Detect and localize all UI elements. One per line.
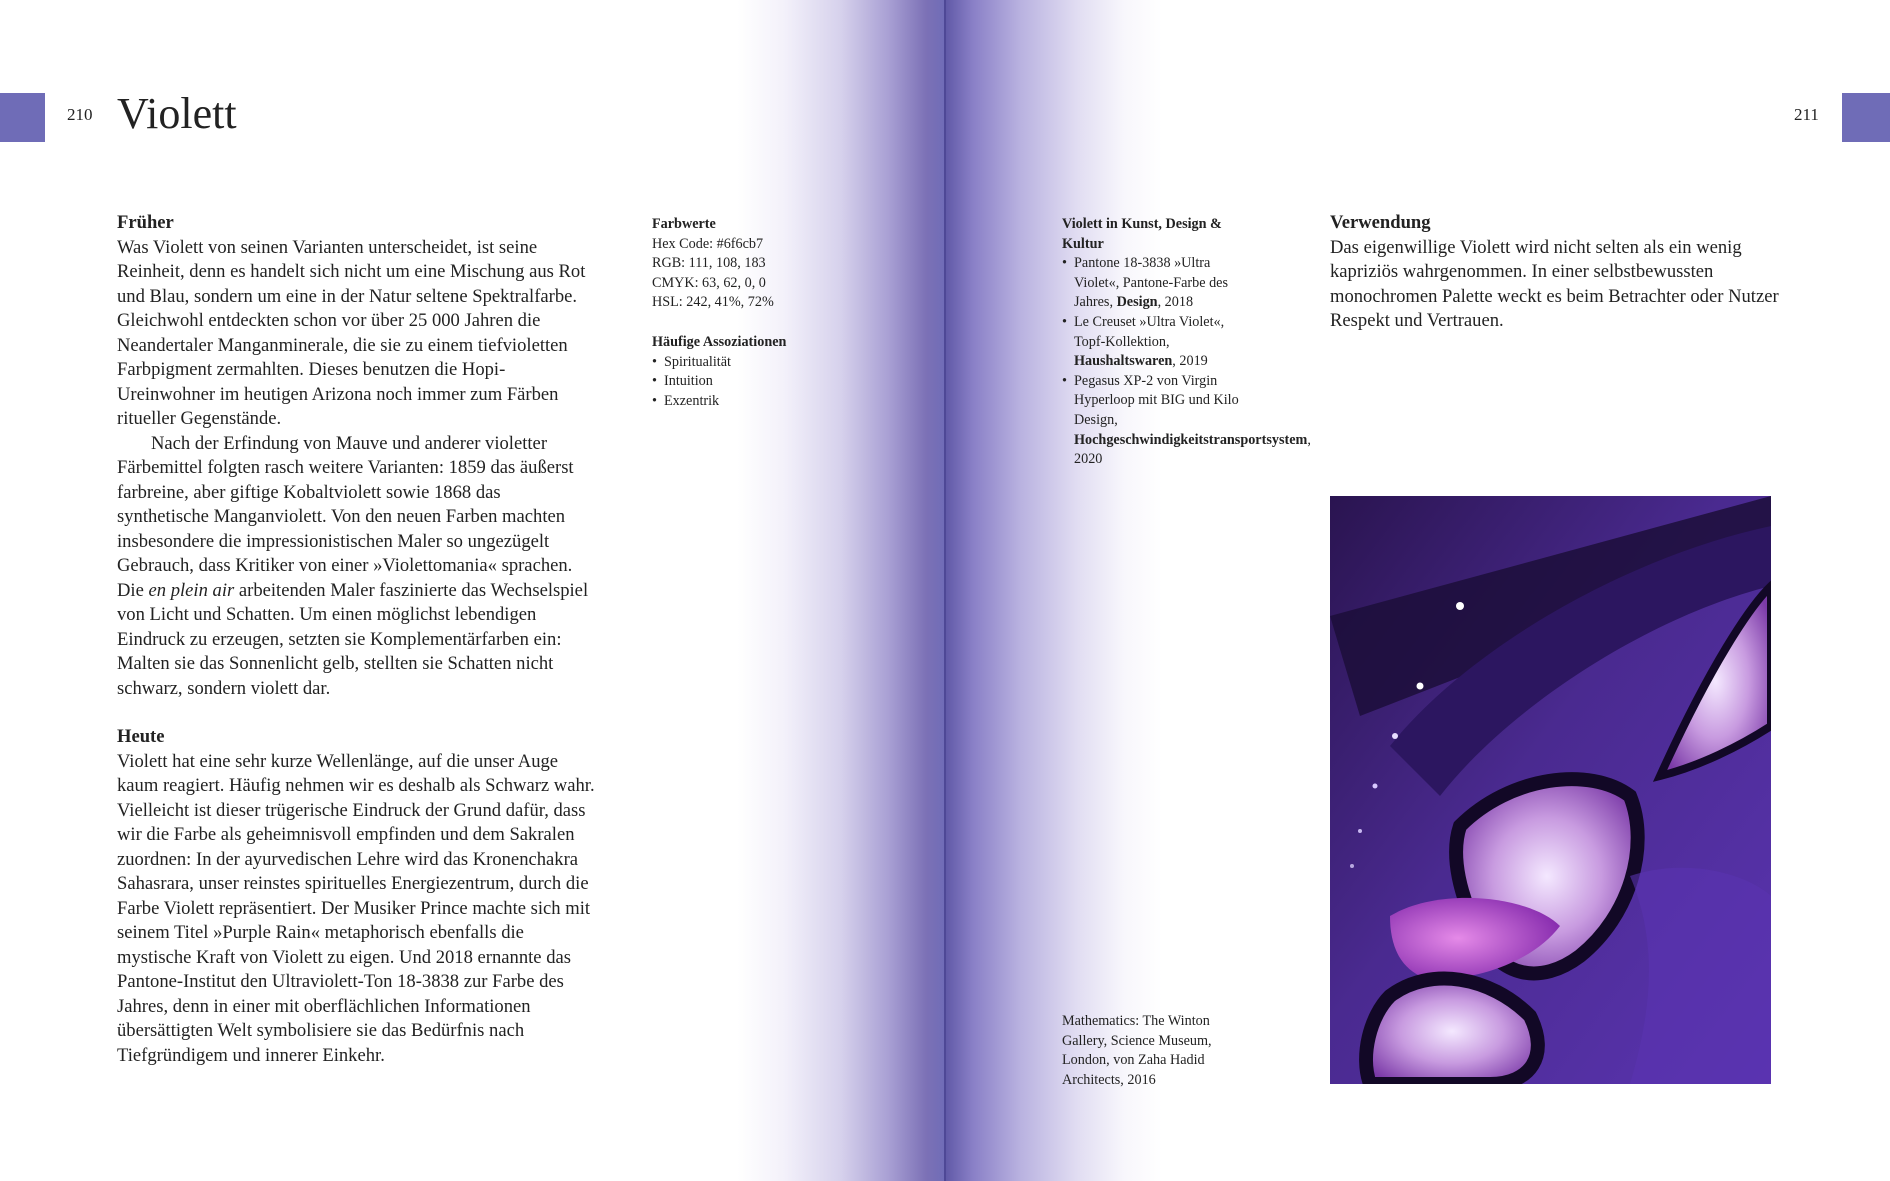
color-values-box (652, 215, 852, 313)
color-values-heading: Farbwerte (652, 216, 716, 232)
section-heading-verwendung: Verwendung (1330, 212, 1431, 233)
section-verwendung (1330, 211, 1790, 334)
art-item (1062, 372, 1311, 470)
art-item-2-a: Le Creuset »Ultra Violet«, Topf-Kollektion, (1074, 313, 1225, 350)
section-heading-frueher: Früher (117, 212, 174, 233)
association-item: • Exzentrik (652, 392, 852, 412)
art-item-2-category: Haushaltswaren (1074, 353, 1173, 370)
art-item (1062, 254, 1242, 313)
art-item (1062, 313, 1242, 372)
art-design-culture-list (1062, 254, 1311, 470)
color-tab-left (0, 93, 45, 142)
paragraph-frueher-2 (117, 432, 597, 702)
association-item: • Spiritualität (652, 353, 852, 373)
art-item-1-a: Pantone 18-3838 »Ultra Violet«, Pantone-Farbe des Jahres, (1074, 255, 1228, 311)
hsl-value: HSL: 242, 41%, 72% (652, 294, 774, 311)
associations-list (652, 353, 852, 412)
associations-heading: Häufige Assoziationen (652, 334, 787, 350)
gallery-photo-image (1330, 496, 1771, 1084)
gallery-photo (1330, 496, 1771, 1084)
hex-code: Hex Code: #6f6cb7 (652, 235, 764, 252)
section-heading-heute: Heute (117, 726, 165, 747)
rgb-value: RGB: 111, 108, 183 (652, 255, 766, 272)
art-item-3-c: , 2020 (1074, 431, 1311, 468)
art-item-2-c: , 2019 (1172, 353, 1208, 370)
section-heute (117, 725, 597, 1068)
associations-box (652, 333, 852, 411)
paragraph-verwendung: Das eigenwillige Violett wird nicht selten als ein wenig kapriziös wahrgenommen. In einer selbstbewussten monochromen Palette weckt es beim Betrachter oder Nutzer Respekt und Vertrauen. (1330, 236, 1779, 331)
gutter (944, 0, 946, 1181)
paragraph-frueher-2-emphasis: en plein air (148, 579, 235, 601)
page-title: Violett (117, 89, 237, 138)
paragraph-heute-1: Violett hat eine sehr kurze Wellenlänge, auf die unser Auge kaum reagiert. Häufig nehmen wir es deshalb als Schwarz wahr. Vielleicht ist dieser trügerische Eindruck der Grund dafür, dass wir die Farbe als geheimnisvoll empfinden und dem Sakralen zuordnen: In der ayurvedischen Lehre wird das Kronenchakra Sahasrara, unser reinstes spirituelles Energiezentrum, durch die Farbe Violett repräsentiert. Der Musiker Prince machte sich mit seinem Titel »Purple Rain« metaphorisch ebenfalls die mystische Kraft von Violett zu eigen. Und 2018 ernannte das Pantone-Institut den Ultraviolett-Ton 18-3838 zur Farbe des Jahres, denn in einer mit oberflächlichen Informationen übersättigten Welt symbolisiere sie das Bedürfnis nach Tiefgründigem und innerer Einkehr. (117, 750, 595, 1066)
association-item: • Intuition (652, 372, 852, 392)
art-item-1-c: , 2018 (1157, 294, 1194, 311)
art-item-3-category: Hochgeschwindigkeitstransportsystem (1074, 431, 1308, 448)
photo-caption: Mathematics: The Winton Gallery, Science Museum, London, von Zaha Hadid Architects, 2016 (1062, 1013, 1212, 1088)
cmyk-value: CMYK: 63, 62, 0, 0 (652, 274, 766, 291)
art-item-1-category: Design (1116, 294, 1158, 311)
section-frueher (117, 211, 597, 701)
paragraph-frueher-2-b: arbeitenden Maler faszinierte das Wechselspiel von Licht und Schatten. Um einen möglichst lebendigen Eindruck zu erzeugen, setzten sie Komplementärfarben ein: Malten sie das Sonnenlicht gelb, stellten sie Schatten nicht schwarz, sondern violett dar. (117, 579, 589, 699)
color-tab-right (1842, 93, 1890, 142)
art-design-culture-heading: Violett in Kunst, Design & Kultur (1062, 216, 1222, 252)
art-design-culture-box (1062, 215, 1311, 470)
page-number-left: 210 (67, 105, 93, 124)
paragraph-frueher-2-a: Nach der Erfindung von Mauve und anderer violetter Färbemittel folgten rasch weitere Varianten: 1859 das äußerst farbreine, aber giftige Kobaltviolett sowie 1868 das synthetische Manganviolett. Von den neuen Farben machten insbesondere die impressionistischen Maler so ungezügelt Gebrauch, dass Kritiker von einer »Violettomania« sprachen. Die (117, 432, 574, 601)
paragraph-frueher-1: Was Violett von seinen Varianten unterscheidet, ist seine Reinheit, denn es handelt sich nicht um eine Mischung aus Rot und Blau, sondern um eine in der Natur seltene Spektralfarbe. Gleichwohl entdeckten schon vor über 25 000 Jahren die Neandertaler Manganminerale, die sie zu einem tiefvioletten Farbpigment zermahlten. Dieses benutzen die Hopi-Ureinwohner im heutigen Arizona noch immer zum Färben ritueller Gegenstände. (117, 236, 586, 429)
page-number-right: 211 (1794, 105, 1819, 124)
art-item-3-a: Pegasus XP-2 von Virgin Hyperloop mit BIG und Kilo Design, (1074, 372, 1239, 428)
